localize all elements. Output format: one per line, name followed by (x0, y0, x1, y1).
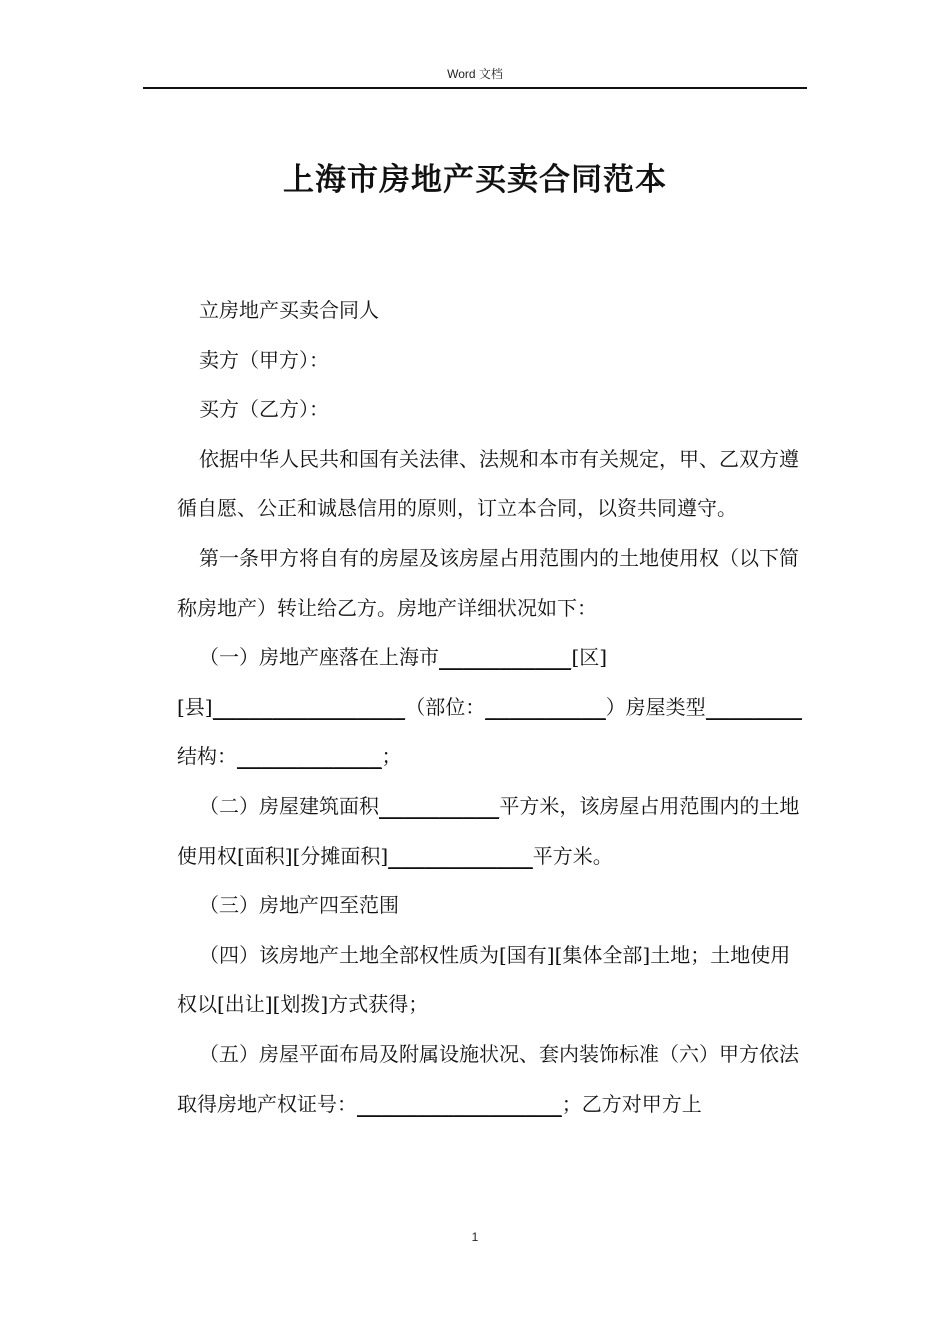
clause-text: （二）房屋建筑面积 (199, 793, 379, 818)
header-divider (143, 87, 807, 89)
clause-text: （一）房地产座落在上海市 (199, 645, 439, 670)
clause-text: 平方米。 (532, 843, 613, 868)
fill-blank-certificate-number: _________________ (357, 1091, 562, 1116)
fill-blank-house-type: ________ (705, 694, 803, 719)
clause-text: 结构： (177, 744, 237, 769)
paragraph-buyer: 买方（乙方）： (199, 397, 329, 422)
fill-blank-city: ___________ (439, 645, 572, 670)
clause-text: ；乙方对甲方上 (561, 1091, 702, 1116)
clause-text: ）房屋类型 (605, 694, 706, 719)
page-number: 1 (471, 1230, 479, 1244)
fill-blank-position: __________ (485, 694, 606, 719)
clause-text: （部位： (405, 694, 486, 719)
paragraph-legal-basis: 依据中华人民共和国有关法律、法规和本市有关规定，甲、乙双方遵循自愿、公正和诚恳信用的原则，订立本合同，以资共同遵守。 (177, 446, 799, 521)
paragraph-article-one: 第一条甲方将自有的房屋及该房屋占用范围内的土地使用权（以下简称房地产）转让给乙方。房地产详细状况如下： (177, 545, 799, 620)
paragraph-clause-land-nature: （四）该房地产土地全部权性质为[国有][集体全部]土地；土地使用权以[出让][划拨]方式获得； (177, 942, 791, 1017)
paragraph-clause-area (177, 782, 807, 881)
paragraph-parties-intro: 立房地产买卖合同人 (199, 298, 379, 322)
page-header: Word 文档 (447, 67, 503, 81)
document-title: 上海市房地产买卖合同范本 (283, 162, 667, 198)
clause-text: （五）房屋平面布局及附属设施状况、套内装饰标准（六）甲方依法取得房地产权证号： (177, 1041, 799, 1116)
paragraph-clause-layout (177, 1030, 807, 1129)
fill-blank-district: ________________ (212, 694, 406, 719)
paragraph-clause-boundaries: （三）房地产四至范围 (199, 893, 399, 918)
paragraph-seller: 卖方（甲方）： (199, 347, 329, 372)
fill-blank-land-area: ____________ (388, 843, 533, 868)
fill-blank-structure: ____________ (237, 744, 382, 769)
clause-text: 平方米，该房屋占用范围内的土地使用权[面积][分摊面积] (177, 793, 800, 868)
clause-text: [区][县] (177, 645, 608, 719)
document-body (177, 286, 807, 1129)
paragraph-clause-location (177, 633, 807, 782)
fill-blank-building-area: __________ (379, 793, 500, 818)
clause-text: ； (381, 744, 402, 769)
